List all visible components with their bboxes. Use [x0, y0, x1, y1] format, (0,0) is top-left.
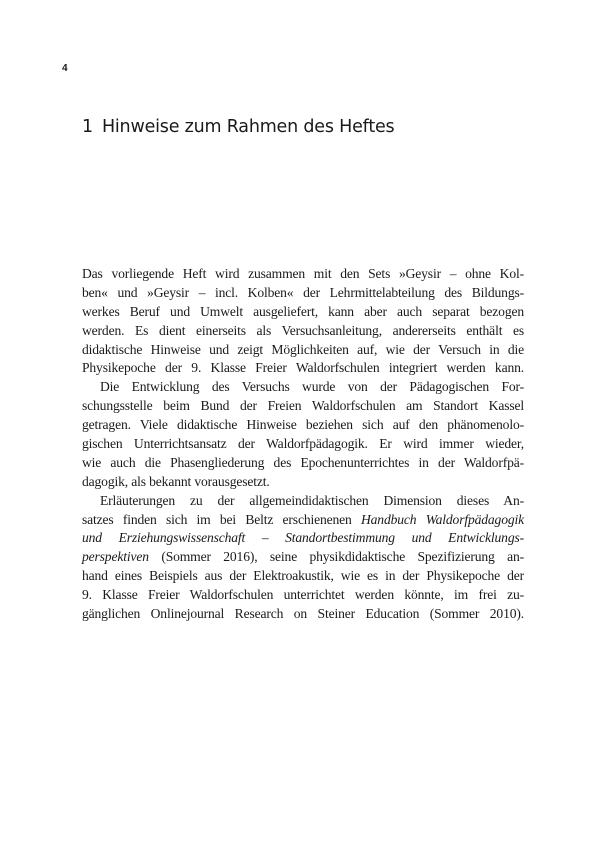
book-title-segment: und Erziehungswissenschaft – Standortbestimmung und Entwicklungs- — [82, 530, 524, 546]
text-line: schungsstelle beim Bund der Freien Waldorfschulen am Standort Kassel — [82, 398, 524, 414]
text-line: wie auch die Phasengliederung des Epochenunterrichtes in der Waldorfpä- — [82, 454, 524, 470]
text-line: ben« und »Geysir – incl. Kolben« der Lehrmittelabteilung des Bildungs- — [82, 284, 524, 300]
section-number: 1 — [82, 117, 93, 137]
body-text — [82, 265, 524, 624]
text-line — [82, 529, 524, 548]
text-line: gänglichen Onlinejournal Research on Steiner Education (Sommer 2010). — [82, 606, 524, 622]
text-line — [82, 548, 524, 567]
text-line: dagogik, als bekannt vorausgesetzt. — [82, 473, 270, 489]
text-segment: (Sommer 2016), seine physikdidaktische Spezifizierung an- — [148, 549, 524, 565]
text-line: werkes Beruf und Umwelt ausgeliefert, kann aber auch separat bezogen — [82, 303, 524, 319]
text-line: Das vorliegende Heft wird zusammen mit den Sets »Geysir – ohne Kol- — [82, 266, 524, 281]
text-line — [82, 511, 524, 530]
text-line: didaktische Hinweise und zeigt Möglichkeiten auf, wie der Versuch in die — [82, 341, 524, 357]
text-line: Physikepoche der 9. Klasse Freier Waldorfschulen integriert werden kann. — [82, 360, 524, 376]
section-title: Hinweise zum Rahmen des Heftes — [101, 117, 395, 137]
text-line: Erläuterungen zu der allgemeindidaktischen Dimension dieses An- — [100, 492, 524, 508]
text-line: Die Entwicklung des Versuchs wurde von der Pädagogischen For- — [100, 379, 524, 395]
paragraph-2 — [82, 378, 524, 491]
text-line: 9. Klasse Freier Waldorfschulen unterrichtet werden könnte, im frei zu- — [82, 587, 524, 603]
book-title-segment: perspektiven — [82, 549, 149, 565]
text-line: werden. Es dient einerseits als Versuchsanleitung, andererseits enthält es — [82, 322, 524, 338]
text-segment: satzes finden sich im bei Beltz erschienenen — [82, 511, 361, 527]
paragraph-1 — [82, 265, 524, 378]
book-title-segment: Handbuch Waldorfpädagogik — [360, 511, 524, 527]
text-line: gischen Unterrichtsansatz der Waldorfpädagogik. Er wird immer wieder, — [82, 436, 524, 452]
paragraph-3 — [82, 492, 524, 624]
text-line: hand eines Beispiels aus der Elektroakustik, wie es in der Physikepoche der — [82, 568, 524, 584]
text-line: getragen. Viele didaktische Hinweise beziehen sich auf den phänomenolo- — [82, 417, 524, 433]
page-number: 4 — [62, 63, 68, 74]
section-heading — [82, 117, 394, 137]
